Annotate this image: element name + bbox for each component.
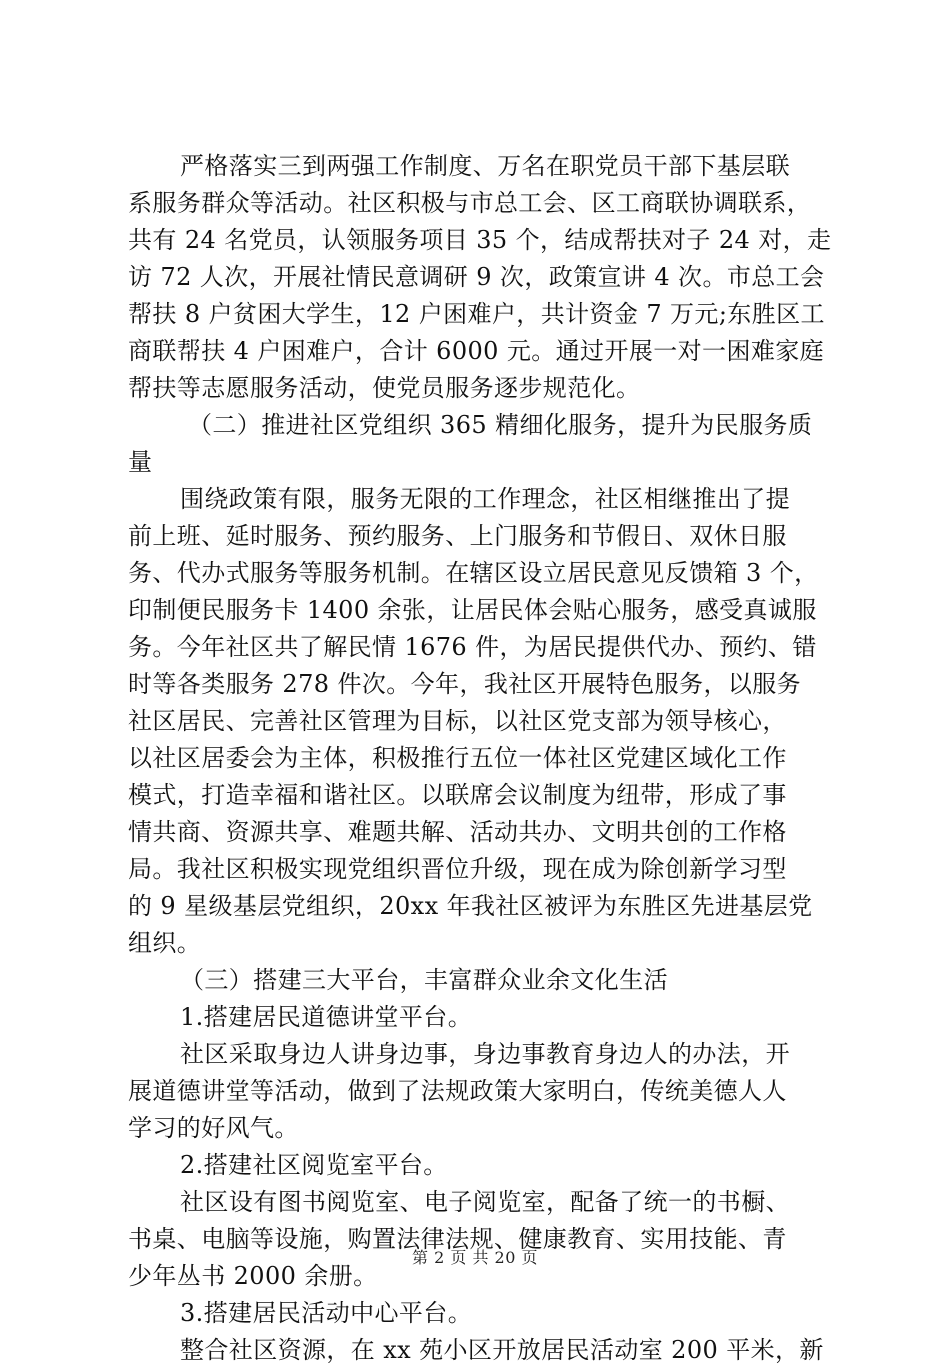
paragraph-line: 组织。 — [128, 929, 202, 957]
paragraph-line: 商联帮扶 4 户困难户，合计 6000 元。通过开展一对一困难家庭 — [128, 337, 825, 365]
paragraph-line: 严格落实三到两强工作制度、万名在职党员干部下基层联 — [180, 152, 790, 180]
subsection-heading: 3.搭建居民活动中心平台。 — [180, 1299, 473, 1327]
paragraph-line: 展道德讲堂等活动，做到了法规政策大家明白，传统美德人人 — [128, 1077, 787, 1105]
paragraph-line: 帮扶等志愿服务活动，使党员服务逐步规范化。 — [128, 374, 641, 402]
page-footer: 第 2 页 共 20 页 — [412, 1248, 538, 1267]
subsection-heading: 1.搭建居民道德讲堂平台。 — [180, 1003, 473, 1031]
paragraph-line: 务、代办式服务等服务机制。在辖区设立居民意见反馈箱 3 个， — [128, 559, 819, 587]
paragraph-line: 务。今年社区共了解民情 1676 件，为居民提供代办、预约、错 — [128, 633, 817, 661]
paragraph-line: 整合社区资源，在 xx 苑小区开放居民活动室 200 平米，新 — [180, 1336, 824, 1364]
paragraph-line: 书桌、电脑等设施，购置法律法规、健康教育、实用技能、青 — [128, 1225, 787, 1253]
paragraph-line: 社区居民、完善社区管理为目标，以社区党支部为领导核心， — [128, 707, 787, 735]
paragraph-line: 局。我社区积极实现党组织晋位升级，现在成为除创新学习型 — [128, 855, 787, 883]
paragraph-line: 社区设有图书阅览室、电子阅览室，配备了统一的书橱、 — [180, 1188, 790, 1216]
paragraph-line: 围绕政策有限，服务无限的工作理念，社区相继推出了提 — [180, 485, 790, 513]
paragraph-line: 情共商、资源共享、难题共解、活动共办、文明共创的工作格 — [128, 818, 787, 846]
paragraph-line: 共有 24 名党员，认领服务项目 35 个，结成帮扶对子 24 对，走 — [128, 226, 832, 254]
paragraph-line: 系服务群众等活动。社区积极与市总工会、区工商联协调联系， — [128, 189, 812, 217]
paragraph-line: 前上班、延时服务、预约服务、上门服务和节假日、双休日服 — [128, 522, 787, 550]
paragraph-line: 访 72 人次，开展社情民意调研 9 次，政策宣讲 4 次。市总工会 — [128, 263, 825, 291]
paragraph-line: 印制便民服务卡 1400 余张，让居民体会贴心服务，感受真诚服 — [128, 596, 817, 624]
paragraph-line: 帮扶 8 户贫困大学生，12 户困难户，共计资金 7 万元;东胜区工 — [128, 300, 825, 328]
paragraph-line: 社区采取身边人讲身边事，身边事教育身边人的办法，开 — [180, 1040, 790, 1068]
paragraph-line: 少年丛书 2000 余册。 — [128, 1262, 378, 1290]
paragraph-line: 学习的好风气。 — [128, 1114, 299, 1142]
subsection-heading: 2.搭建社区阅览室平台。 — [180, 1151, 448, 1179]
paragraph-line: 时等各类服务 278 件次。今年，我社区开展特色服务，以服务 — [128, 670, 802, 698]
paragraph-line: 模式，打造幸福和谐社区。以联席会议制度为纽带，形成了事 — [128, 781, 787, 809]
paragraph-line: 的 9 星级基层党组织，20xx 年我社区被评为东胜区先进基层党 — [128, 892, 813, 920]
paragraph-line: 以社区居委会为主体，积极推行五位一体社区党建区域化工作 — [128, 744, 787, 772]
document-body — [128, 148, 832, 1369]
section-heading-continued: 量 — [128, 448, 153, 476]
section-heading: （三）搭建三大平台，丰富群众业余文化生活 — [180, 966, 668, 994]
section-heading: （二）推进社区党组织 365 精细化服务，提升为民服务质 — [188, 411, 813, 439]
